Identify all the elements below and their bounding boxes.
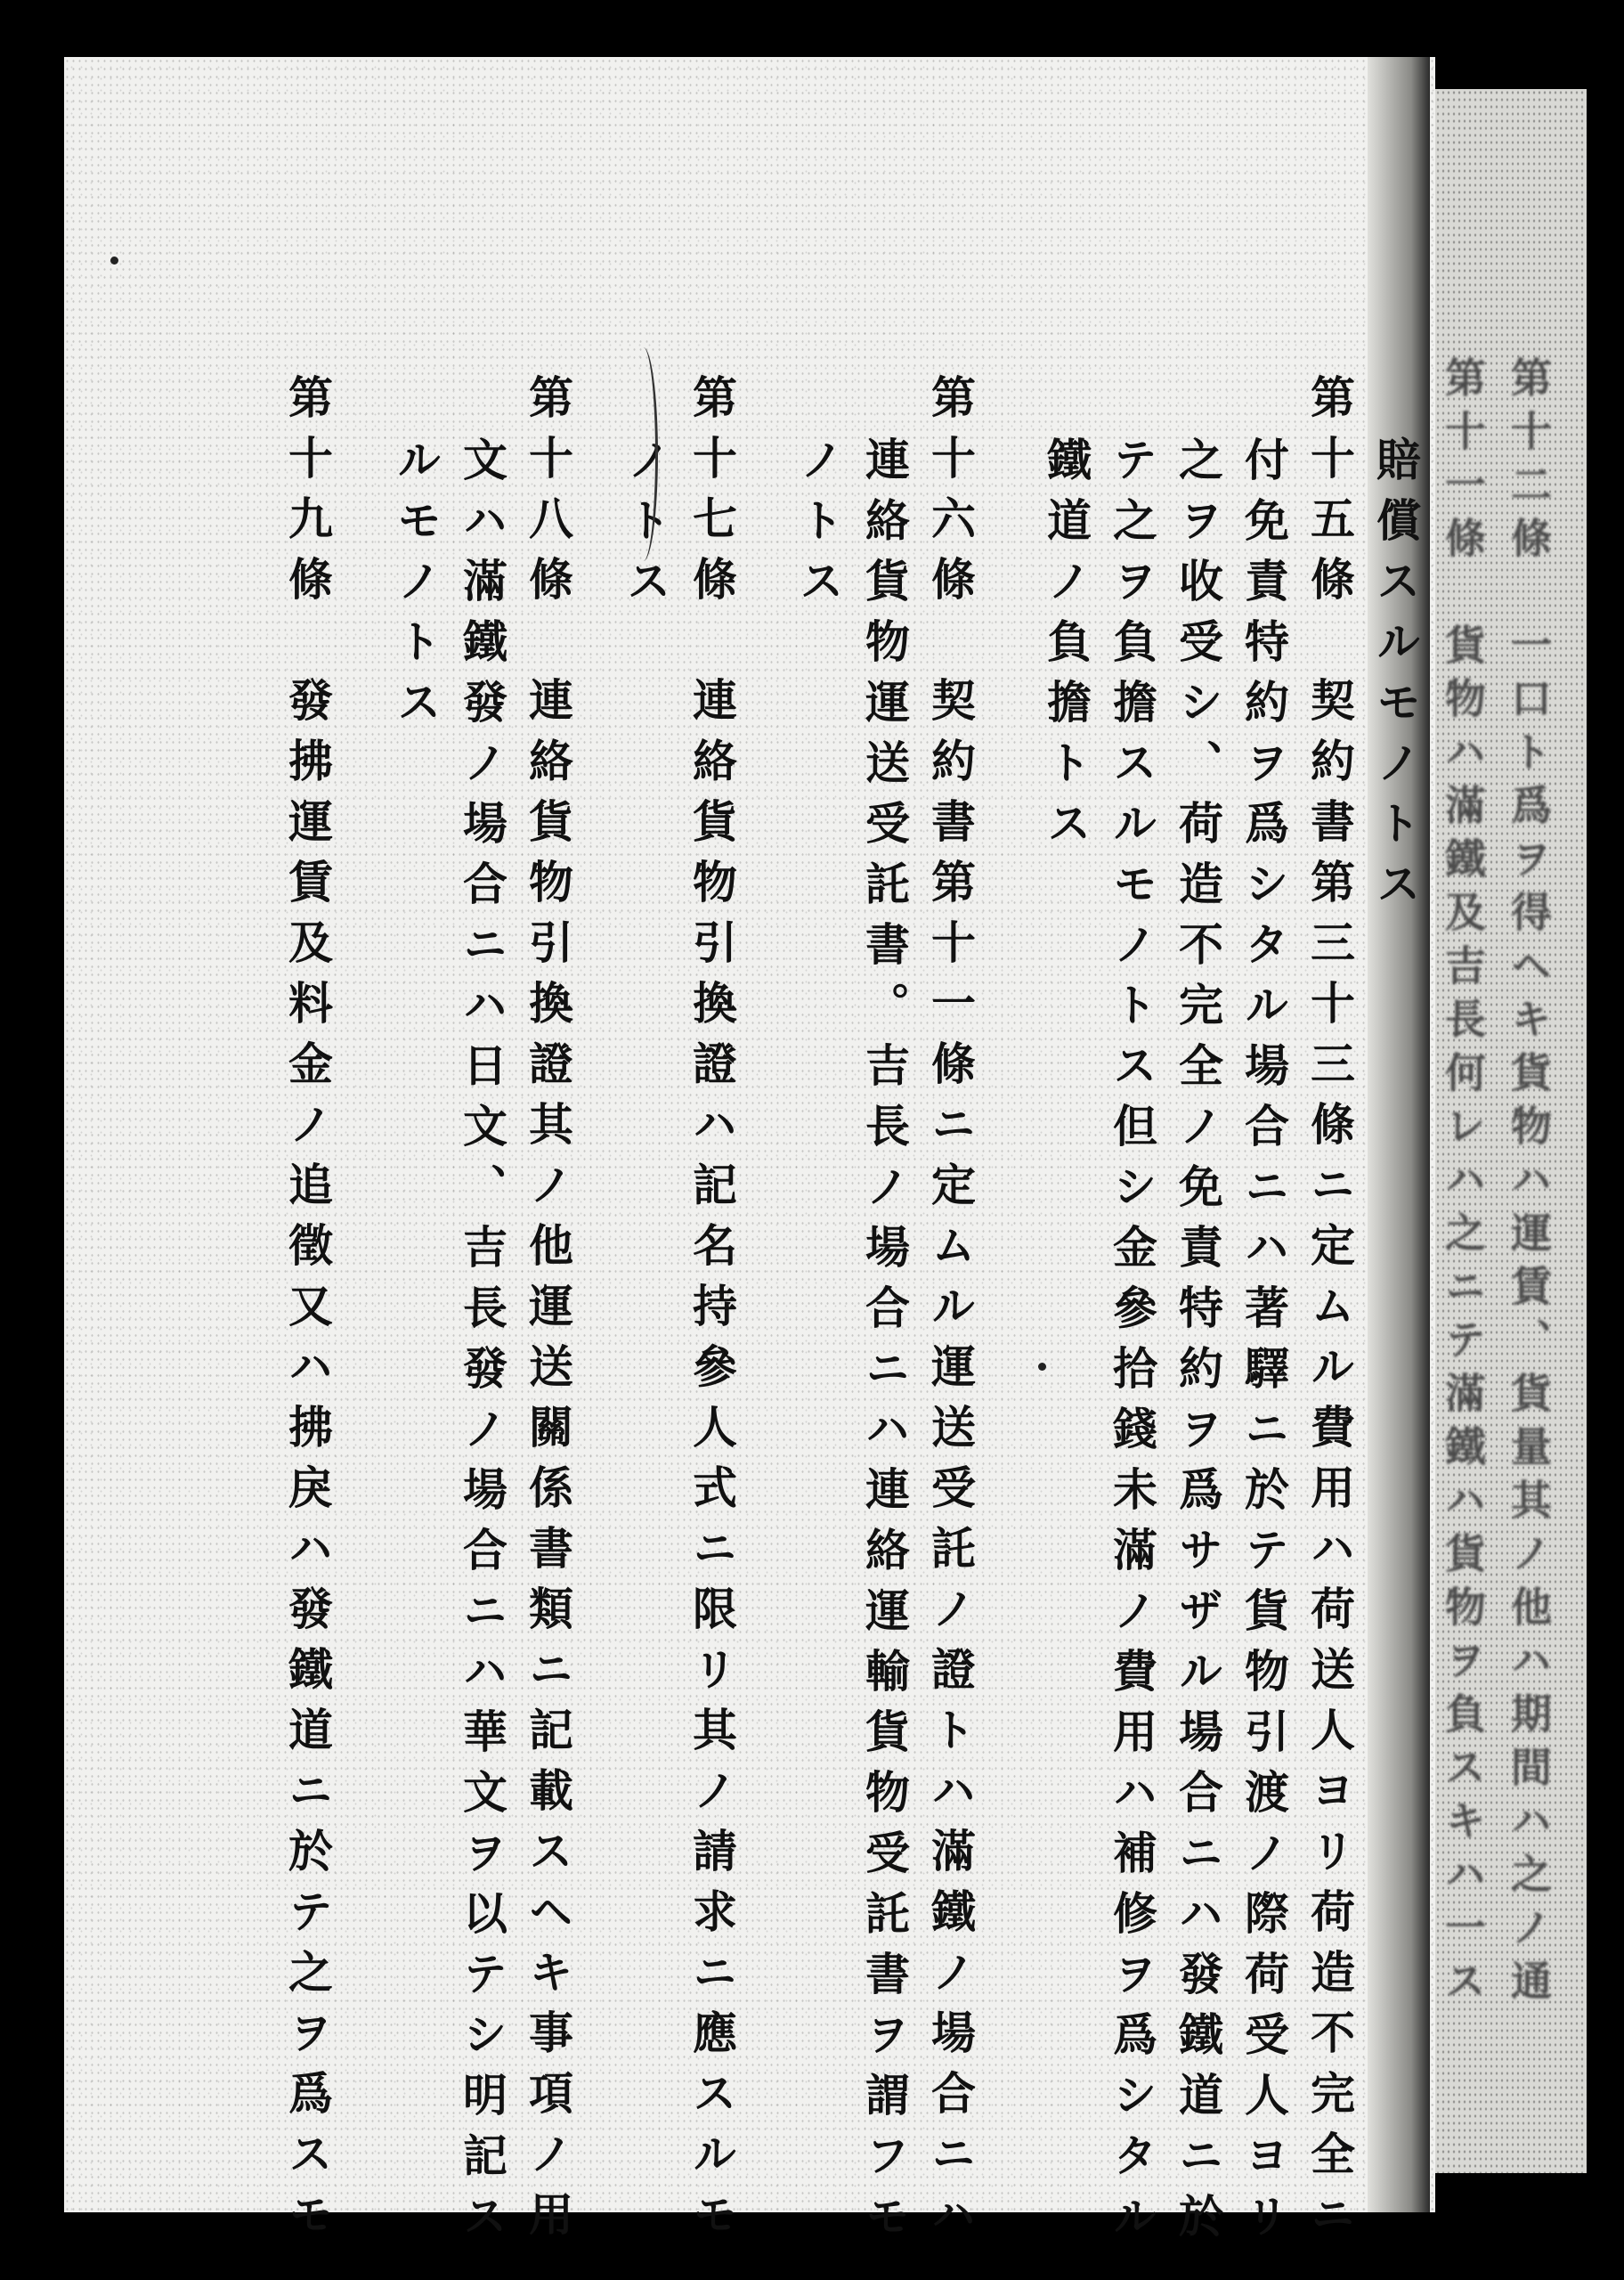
bracket-mark xyxy=(629,347,658,561)
text-column: 文ハ滿鐵發ノ場合ニハ日文、吉長發ノ場合ニハ華文ヲ以テシ明記ス xyxy=(456,436,508,2253)
text-column: 鐵道ノ負擔トス xyxy=(1040,436,1092,860)
ink-speck xyxy=(110,256,118,265)
adjacent-page xyxy=(1435,89,1587,2173)
text-column: テ之ヲ負擔スルモノトス但シ金參拾錢未滿ノ費用ハ補修ヲ爲シタル xyxy=(1106,436,1158,2253)
text-column: 第十九條 發拂運賃及料金ノ追徵又ハ拂戾ハ發鐵道ニ於テ之ヲ爲スモ xyxy=(281,374,334,2252)
text-column: ノトス xyxy=(792,436,845,618)
text-column: 第十八條 連絡貨物引換證其ノ他運送關係書類ニ記載スヘキ事項ノ用 xyxy=(522,374,574,2252)
text-column: 之ヲ收受シ、荷造不完全ノ免責特約ヲ爲サザル場合ニハ發鐵道ニ於 xyxy=(1172,436,1224,2253)
text-column: 連絡貨物運送受託書。吉長ノ場合ニハ連絡運輸貨物受託書ヲ謂フモ xyxy=(858,436,911,2253)
text-column: 第十五條 契約書第三十三條ニ定ムル費用ハ荷送人ヨリ荷造不完全ニ xyxy=(1303,374,1356,2252)
text-column: 賠償スルモノトス xyxy=(1369,436,1422,921)
text-column: 第十七條 連絡貨物引換證ハ記名持參人式ニ限リ其ノ請求ニ應スルモ xyxy=(686,374,738,2252)
ink-speck xyxy=(1038,1363,1046,1371)
adjacent-page-column: 第十二條 一口ト爲ヲ得ヘキ貨物ハ運賃、貨量其ノ他ハ期間ハ之ノ通 xyxy=(1505,356,1553,2013)
page-gutter-shadow xyxy=(1368,57,1430,2212)
adjacent-page-column: 第十一條 貨物ハ滿鐵及吉長何レハ之ニテ滿鐵ハ貨物ヲ負スキハ一ス xyxy=(1439,356,1487,2013)
text-column: 第十六條 契約書第十一條ニ定ムル運送受託ノ證トハ滿鐵ノ場合ニハ xyxy=(924,374,977,2252)
text-column: 付免責特約ヲ爲シタル場合ニハ著驛ニ於テ貨物引渡ノ際荷受人ヨリ xyxy=(1238,436,1290,2253)
text-column: ルモノトス xyxy=(390,436,443,739)
book-page xyxy=(64,57,1435,2212)
text-column: ノトス xyxy=(620,436,672,618)
